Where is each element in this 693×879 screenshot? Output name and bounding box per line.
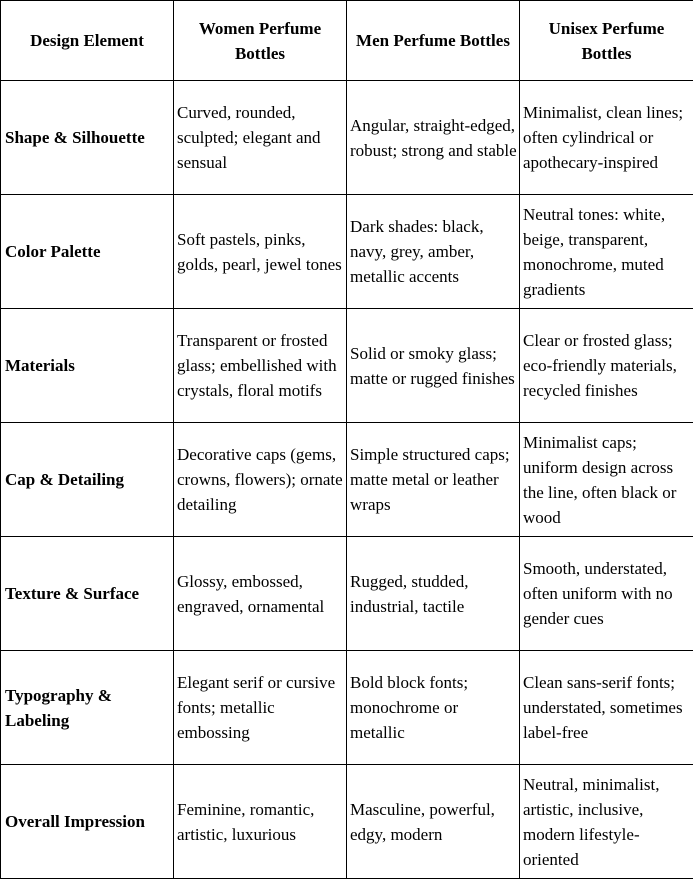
row-label: Materials [1,309,174,423]
table-row [1,765,693,879]
table-header [1,1,693,81]
header-design-element: Design Element [1,1,174,81]
table-row [1,81,693,195]
row-label: Color Palette [1,195,174,309]
women-cell: Curved, rounded, sculpted; elegant and sensual [174,81,347,195]
women-cell: Elegant serif or cursive fonts; metallic embossing [174,651,347,765]
men-cell: Dark shades: black, navy, grey, amber, metallic accents [347,195,520,309]
men-cell: Masculine, powerful, edgy, modern [347,765,520,879]
men-cell: Angular, straight-edged, robust; strong and stable [347,81,520,195]
header-unisex: Unisex Perfume Bottles [520,1,693,81]
table-row [1,423,693,537]
unisex-cell: Neutral, minimalist, artistic, inclusive, modern lifestyle-oriented [520,765,693,879]
row-label: Typography & Labeling [1,651,174,765]
header-row [1,1,693,81]
unisex-cell: Clear or frosted glass; eco-friendly materials, recycled finishes [520,309,693,423]
unisex-cell: Minimalist caps; uniform design across the line, often black or wood [520,423,693,537]
men-cell: Simple structured caps; matte metal or leather wraps [347,423,520,537]
row-label: Overall Impression [1,765,174,879]
header-men: Men Perfume Bottles [347,1,520,81]
row-label: Texture & Surface [1,537,174,651]
women-cell: Soft pastels, pinks, golds, pearl, jewel tones [174,195,347,309]
unisex-cell: Smooth, understated, often uniform with no gender cues [520,537,693,651]
table-row [1,309,693,423]
table-row [1,537,693,651]
row-label: Cap & Detailing [1,423,174,537]
row-label: Shape & Silhouette [1,81,174,195]
unisex-cell: Minimalist, clean lines; often cylindrical or apothecary-inspired [520,81,693,195]
unisex-cell: Clean sans-serif fonts; understated, sometimes label-free [520,651,693,765]
men-cell: Bold block fonts; monochrome or metallic [347,651,520,765]
table-row [1,195,693,309]
header-women: Women Perfume Bottles [174,1,347,81]
women-cell: Feminine, romantic, artistic, luxurious [174,765,347,879]
table-body [1,81,693,879]
men-cell: Solid or smoky glass; matte or rugged finishes [347,309,520,423]
unisex-cell: Neutral tones: white, beige, transparent, monochrome, muted gradients [520,195,693,309]
women-cell: Glossy, embossed, engraved, ornamental [174,537,347,651]
women-cell: Decorative caps (gems, crowns, flowers); ornate detailing [174,423,347,537]
women-cell: Transparent or frosted glass; embellished with crystals, floral motifs [174,309,347,423]
table-row [1,651,693,765]
men-cell: Rugged, studded, industrial, tactile [347,537,520,651]
